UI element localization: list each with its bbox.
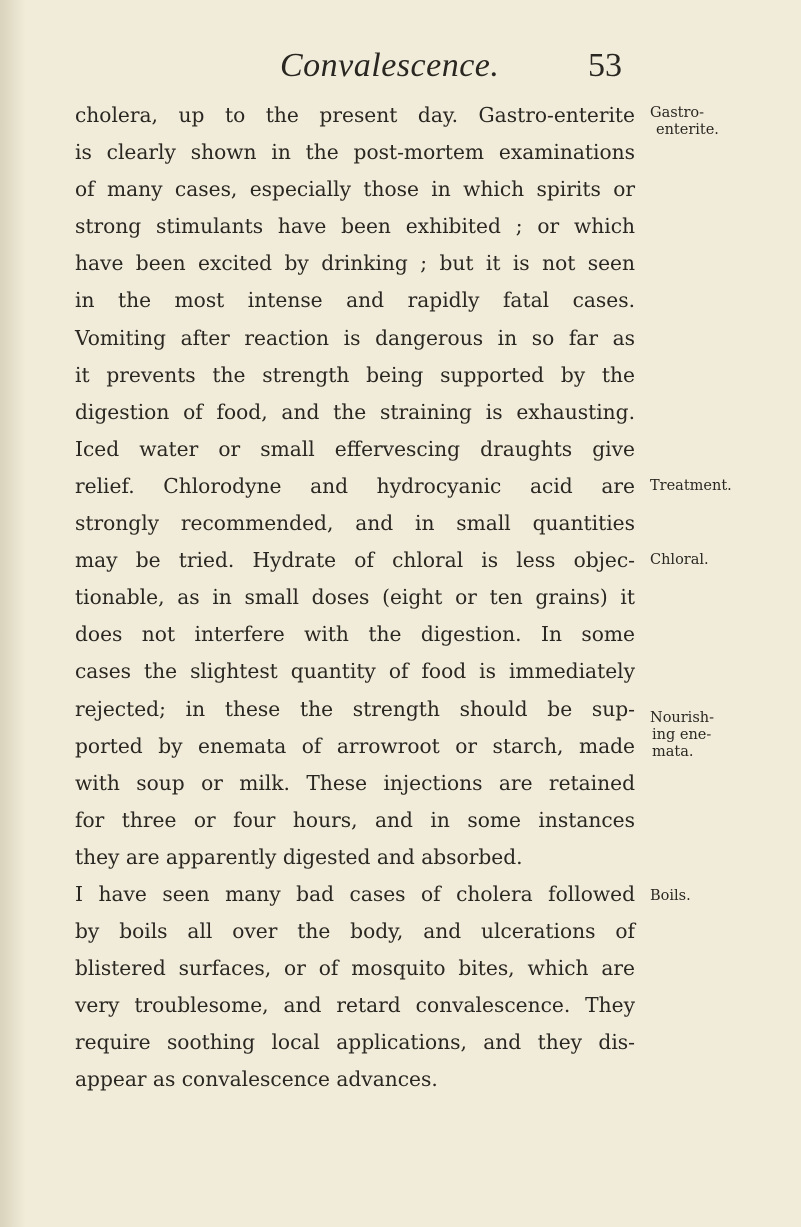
text-line: cholera, up to the present day. Gastro-enterite bbox=[75, 103, 635, 127]
margin-note-line: Boils. bbox=[650, 888, 691, 904]
text-line: require soothing local applications, and they dis- bbox=[75, 1030, 635, 1055]
text-line: have been excited by drinking ; but it is not seen bbox=[75, 251, 635, 276]
text-line: may be tried. Hydrate of chloral is less objec- bbox=[75, 548, 635, 573]
page-edge-shadow bbox=[0, 0, 26, 1227]
margin-note-line: mata. bbox=[652, 744, 694, 760]
margin-note-line: ing ene- bbox=[652, 727, 712, 743]
text-line: I have seen many bad cases of cholera followed bbox=[75, 881, 635, 906]
margin-note-treatment bbox=[650, 478, 795, 495]
margin-note-line: enterite. bbox=[656, 122, 719, 138]
margin-note-line: Gastro- bbox=[650, 105, 705, 121]
text-line: rejected; in these the strength should be sup- bbox=[75, 696, 635, 721]
text-line: appear as convalescence advances. bbox=[75, 1067, 438, 1092]
text-line: for three or four hours, and in some instances bbox=[75, 807, 635, 832]
text-line: relief. Chlorodyne and hydrocyanic acid are bbox=[75, 473, 635, 498]
text-line: in the most intense and rapidly fatal cases. bbox=[75, 288, 635, 313]
margin-note-boils bbox=[650, 888, 795, 905]
text-line: does not interfere with the digestion. In some bbox=[75, 622, 635, 647]
text-line: they are apparently digested and absorbed. bbox=[75, 844, 523, 869]
page-number: 53 bbox=[588, 47, 622, 84]
text-line: Iced water or small effervescing draughts give bbox=[75, 436, 635, 461]
text-line: by boils all over the body, and ulcerations of bbox=[75, 919, 635, 944]
text-line: it prevents the strength being supported by the bbox=[75, 362, 635, 387]
margin-note-line: Nourish- bbox=[650, 710, 715, 726]
text-line: is clearly shown in the post-mortem examinations bbox=[75, 140, 635, 165]
text-line: tionable, as in small doses (eight or ten grains) it bbox=[75, 585, 635, 610]
margin-note-chloral bbox=[650, 552, 795, 569]
running-title: Convalescence. bbox=[280, 47, 500, 84]
margin-note-nourishing-enemata bbox=[650, 710, 795, 761]
text-line: strong stimulants have been exhibited ; or which bbox=[75, 214, 635, 239]
text-line: strongly recommended, and in small quantities bbox=[75, 511, 635, 536]
text-line: of many cases, especially those in which spirits or bbox=[75, 177, 635, 202]
text-line: ported by enemata of arrowroot or starch, made bbox=[75, 733, 635, 758]
text-line: cases the slightest quantity of food is immediately bbox=[75, 659, 635, 684]
text-line: blistered surfaces, or of mosquito bites, which are bbox=[75, 956, 635, 981]
text-line: with soup or milk. These injections are retained bbox=[75, 770, 635, 795]
margin-note-gastro-enterite bbox=[650, 105, 795, 139]
margin-note-line: Treatment. bbox=[650, 478, 732, 494]
text-line: Vomiting after reaction is dangerous in so far as bbox=[75, 325, 635, 350]
text-line: digestion of food, and the straining is exhausting. bbox=[75, 399, 635, 424]
body-text bbox=[75, 97, 635, 1099]
margin-note-line: Chloral. bbox=[650, 552, 709, 568]
text-line: very troublesome, and retard convalescence. They bbox=[75, 993, 635, 1018]
page-header bbox=[0, 46, 801, 96]
